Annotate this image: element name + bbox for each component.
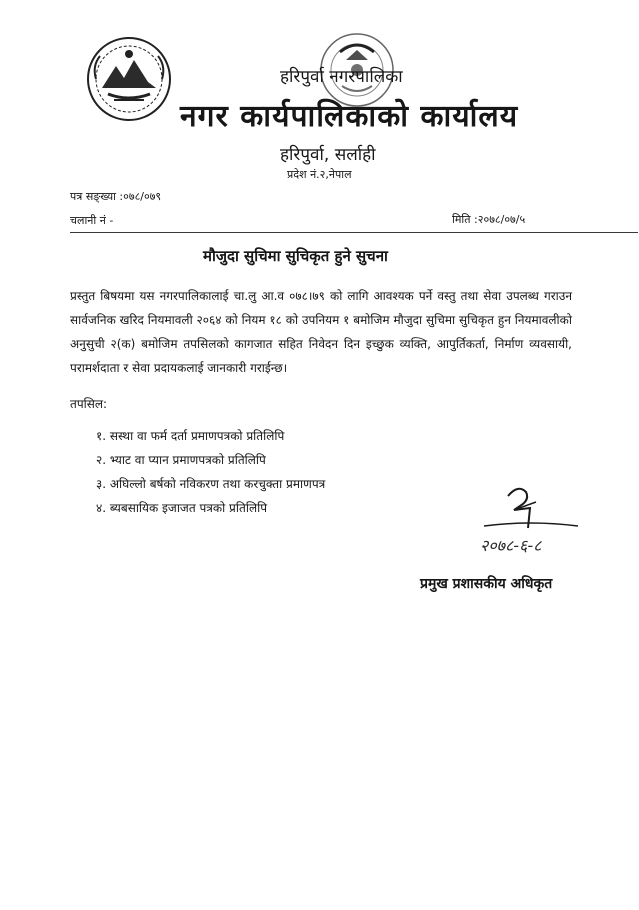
nepal-emblem-icon: [86, 36, 172, 122]
list-item: ३. अघिल्लो बर्षको नविकरण तथा करचुक्ता प्रमाणपत्र: [96, 477, 326, 491]
letter-number: पत्र सङ्ख्या :०७८/०७९: [70, 190, 162, 203]
letter-date: मिति :२०७८/०७/५: [452, 213, 526, 226]
province-label: प्रदेश नं.२,नेपाल: [287, 168, 352, 181]
office-title: नगर कार्यपालिकाको कार्यालय: [180, 99, 519, 134]
signatory-designation: प्रमुख प्रशासकीय अधिकृत: [420, 576, 553, 592]
municipality-name: हरिपुर्वा नगरपालिका: [280, 67, 403, 87]
details-label: तपसिल:: [70, 397, 108, 411]
signature-date: २०७८-६-८: [480, 536, 542, 555]
office-location: हरिपुर्वा, सर्लाही: [280, 145, 376, 165]
list-item: २. भ्याट वा प्यान प्रमाणपत्रको प्रतिलिपि: [96, 453, 266, 467]
notice-subject: मौजुदा सुचिमा सुचिकृत हुने सुचना: [203, 247, 388, 265]
dispatch-number: चलानी नं -: [70, 214, 114, 227]
header-divider: [70, 232, 638, 233]
list-item: ४. ब्यबसायिक इजाजत पत्रको प्रतिलिपि: [96, 501, 268, 515]
list-item: १. सस्था वा फर्म दर्ता प्रमाणपत्रको प्रतिलिपि: [96, 429, 285, 443]
required-documents-list: [96, 424, 325, 520]
notice-body: प्रस्तुत बिषयमा यस नगरपालिकालाई चा.लु आ.व ०७८।७९ को लागि आवश्यक पर्ने वस्तु तथा सेवा उपलब्ध गराउन सार्वजनिक खरिद नियमावली २०६४ को नियम १८ को उपनियम १ बमोजिम मौजुदा सुचिमा सुचिकृत हुन नियमावलीको अनुसुची २(क) बमोजिम तपसिलको कागजात सहित निवेदन दिन इच्छुक व्यक्ति, आपुर्तिकर्ता, निर्माण व्यवसायी, परामर्शदाता र सेवा प्रदायकलाई जानकारी गराईन्छ।: [70, 289, 572, 375]
